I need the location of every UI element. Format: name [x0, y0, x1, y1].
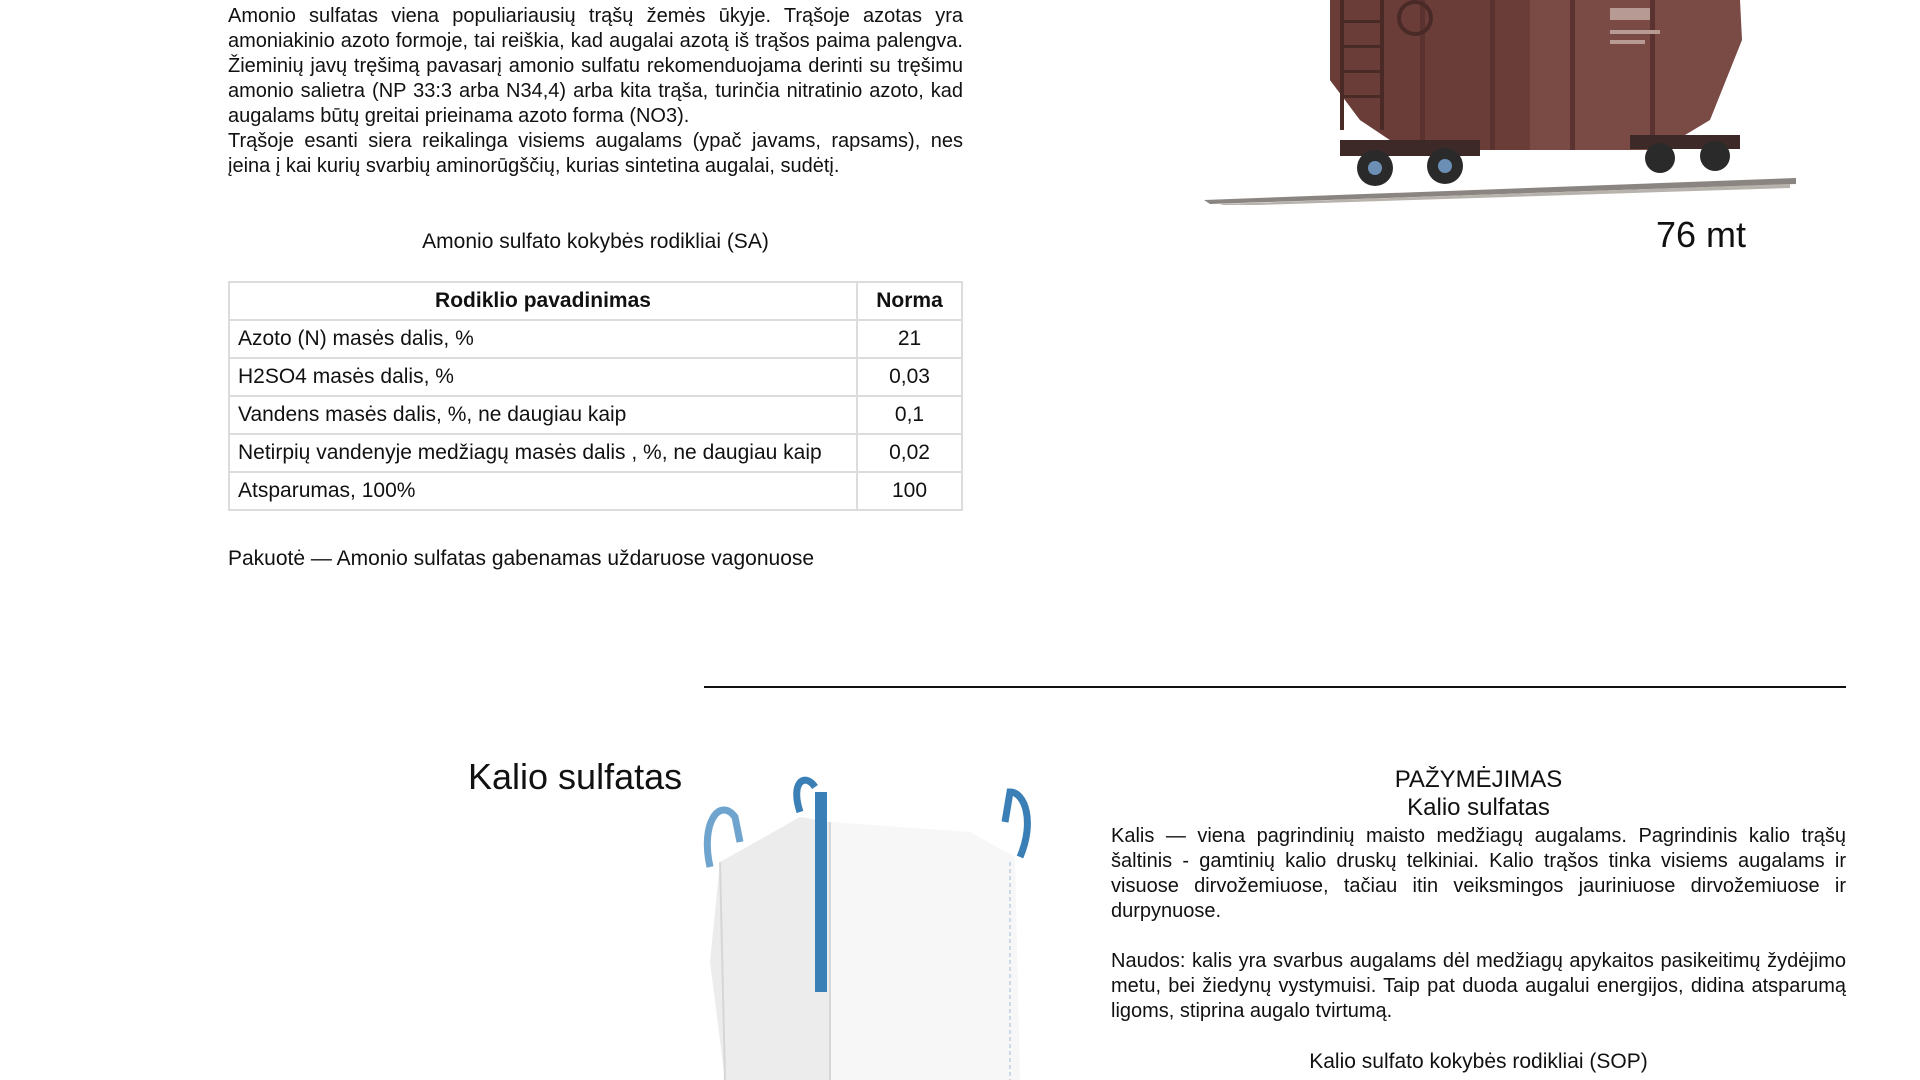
- hopper-railcar-image: [1190, 0, 1810, 205]
- amonio-intro-paragraph-1: Amonio sulfatas viena populiariausių trąšų žemės ūkyje. Trąšoje azotas yra amoniakinio azoto formoje, tai reiškia, kad augalai azotą iš trąšos paima palengva. Žieminių javų tręšimą pavasarį amonio sulfatu rekomenduojama derinti su tręšimu amonio salietra (NP 33:3 arba N34,4) arba kita trąša, turinčia nitratinio azoto, kad augalams būtų greitai prieinama azoto forma (NO3).: [228, 5, 963, 127]
- table-cell-name: Atsparumas, 100%: [229, 472, 857, 510]
- table-row: [229, 434, 962, 472]
- table-cell-value: 0,1: [857, 396, 962, 434]
- table-header-norm: Norma: [857, 282, 962, 320]
- certificate-title: [1111, 766, 1846, 822]
- table-row: [229, 358, 962, 396]
- table-cell-name: Vandens masės dalis, %, ne daugiau kaip: [229, 396, 857, 434]
- table-header-row: [229, 282, 962, 320]
- big-bag-image: [680, 762, 1060, 1080]
- table-row: [229, 472, 962, 510]
- sa-quality-table: [228, 281, 963, 511]
- kalio-paragraph-1: Kalis — viena pagrindinių maisto medžiagų augalams. Pagrindinis kalio trąšų šaltinis - gamtinių kalio druskų telkiniai. Kalio trąšos tinka visiems augalams ir visuose dirvožemiuose, tačiau itin veiksmingos jauriniuose dirvožemiuose ir durpynuose.: [1111, 825, 1846, 922]
- certificate-title-line-1: PAŽYMĖJIMAS: [1394, 766, 1563, 793]
- table-cell-name: Azoto (N) masės dalis, %: [229, 320, 857, 358]
- table-cell-value: 0,03: [857, 358, 962, 396]
- table-cell-value: 0,02: [857, 434, 962, 472]
- table-cell-name: Netirpių vandenyje medžiagų masės dalis , %, ne daugiau kaip: [229, 434, 857, 472]
- amonio-intro: [228, 4, 963, 179]
- paragraph-spacer: [1111, 924, 1846, 949]
- amonio-intro-paragraph-2: Trąšoje esanti siera reikalinga visiems augalams (ypač javams, rapsams), nes įeina į kai kurių svarbių aminorūgščių, kurias sintetina augalai, sudėtį.: [228, 130, 963, 177]
- sa-table-title: Amonio sulfato kokybės rodikliai (SA): [422, 230, 769, 253]
- table-header-name: Rodiklio pavadinimas: [229, 282, 857, 320]
- table-row: [229, 320, 962, 358]
- kalio-description: [1111, 824, 1846, 1024]
- section-divider: [704, 686, 1846, 688]
- kalio-section-heading: Kalio sulfatas: [468, 756, 683, 797]
- table-cell-name: H2SO4 masės dalis, %: [229, 358, 857, 396]
- table-cell-value: 21: [857, 320, 962, 358]
- table-row: [229, 396, 962, 434]
- packaging-note: Pakuotė — Amonio sulfatas gabenamas uždaruose vagonuose: [228, 547, 815, 570]
- certificate-title-line-2: Kalio sulfatas: [1407, 794, 1550, 821]
- table-cell-value: 100: [857, 472, 962, 510]
- kalio-paragraph-2: Naudos: kalis yra svarbus augalams dėl medžiagų apykaitos pasikeitimų žydėjimo metu, bei žiedynų vystymuisi. Taip pat duoda augalui energijos, didina atsparumą ligoms, stiprina augalo tvirtumą.: [1111, 950, 1846, 1022]
- train-capacity-caption: 76 mt: [1656, 214, 1747, 255]
- sop-table-title: Kalio sulfato kokybės rodikliai (SOP): [1309, 1050, 1648, 1073]
